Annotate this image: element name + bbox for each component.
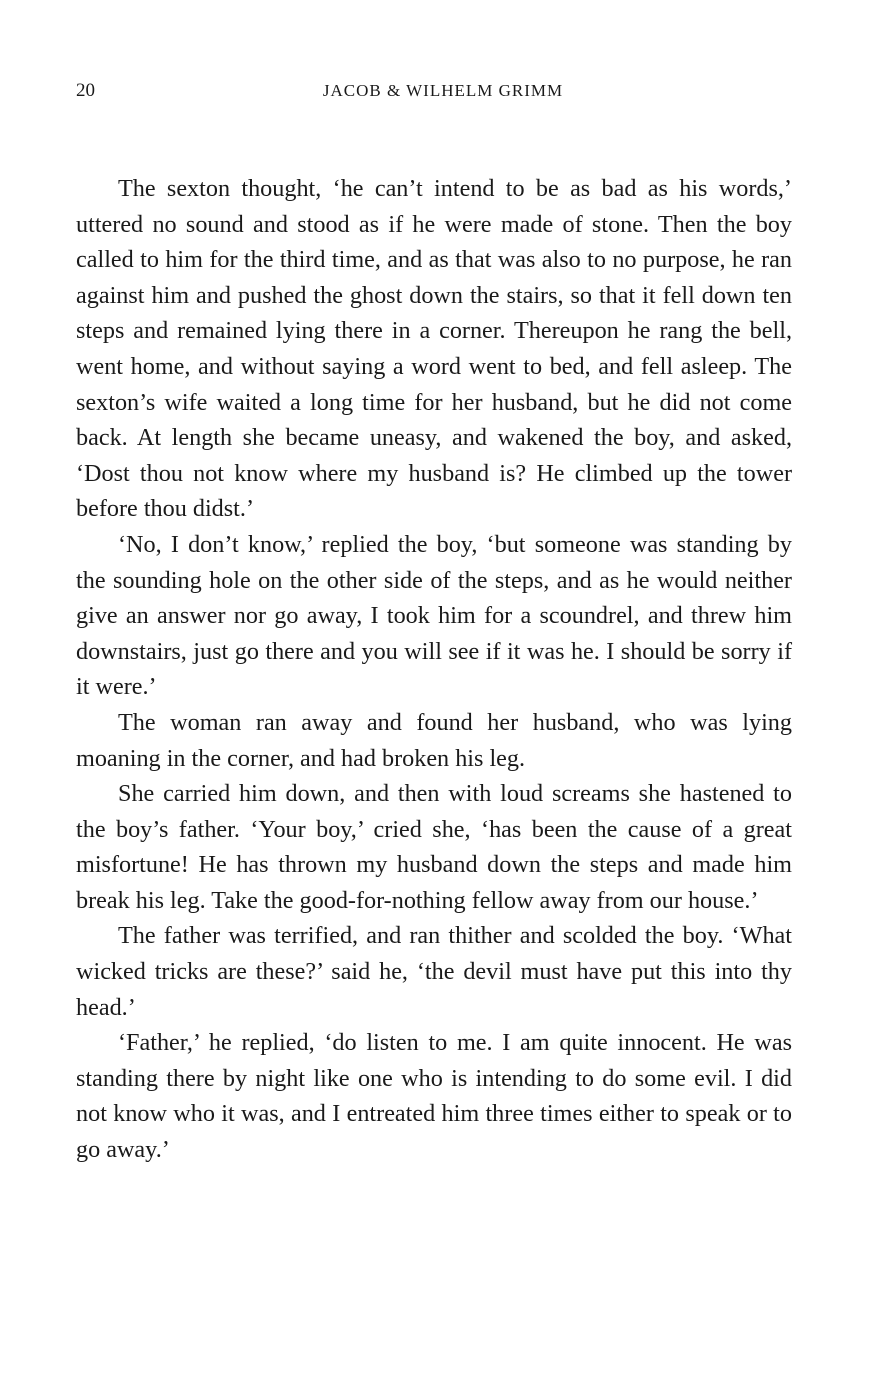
paragraph: ‘Father,’ he replied, ‘do listen to me. I am quite innocent. He was standing there by night like one who is intending to do some evil. I did not know who it was, and I entreated him three times either to speak or to go away.’ <box>76 1029 792 1164</box>
running-head <box>76 80 792 104</box>
paragraph: The sexton thought, ‘he can’t intend to be as bad as his words,’ uttered no sound and stood as if he were made of stone. Then the boy called to him for the third time, and as that was also to no purpose, he ran against him and pushed the ghost down the stairs, so that it fell down ten steps and remained lying there in a corner. Thereupon he rang the bell, went home, and without saying a word went to bed, and fell asleep. The sexton’s wife waited a long time for her husband, but he did not come back. At length she became uneasy, and wakened the boy, and asked, ‘Dost thou not know where my husband is? He climbed up the tower before thou didst.’ <box>76 175 792 523</box>
paragraph: The father was terrified, and ran thither and scolded the boy. ‘What wicked tricks are these?’ said he, ‘the devil must have put this into thy head.’ <box>76 922 792 1021</box>
running-title: JACOB & WILHELM GRIMM <box>322 81 564 100</box>
paragraph: ‘No, I don’t know,’ replied the boy, ‘but someone was standing by the sounding hole on the other side of the steps, and as he would neither give an answer nor go away, I took him for a scoundrel, and threw him downstairs, just go there and you will see if it was he. I should be sorry if it were.’ <box>76 530 792 701</box>
page-number: 20 <box>76 80 95 101</box>
paragraph: She carried him down, and then with loud screams she hastened to the boy’s father. ‘Your boy,’ cried she, ‘has been the cause of a great misfortune! He has thrown my husband down the steps and made him break his leg. Take the good-for-nothing fellow away from our house.’ <box>76 780 792 914</box>
body-text <box>76 171 792 1168</box>
paragraph: The woman ran away and found her husband, who was lying moaning in the corner, and had broken his leg. <box>76 708 792 772</box>
